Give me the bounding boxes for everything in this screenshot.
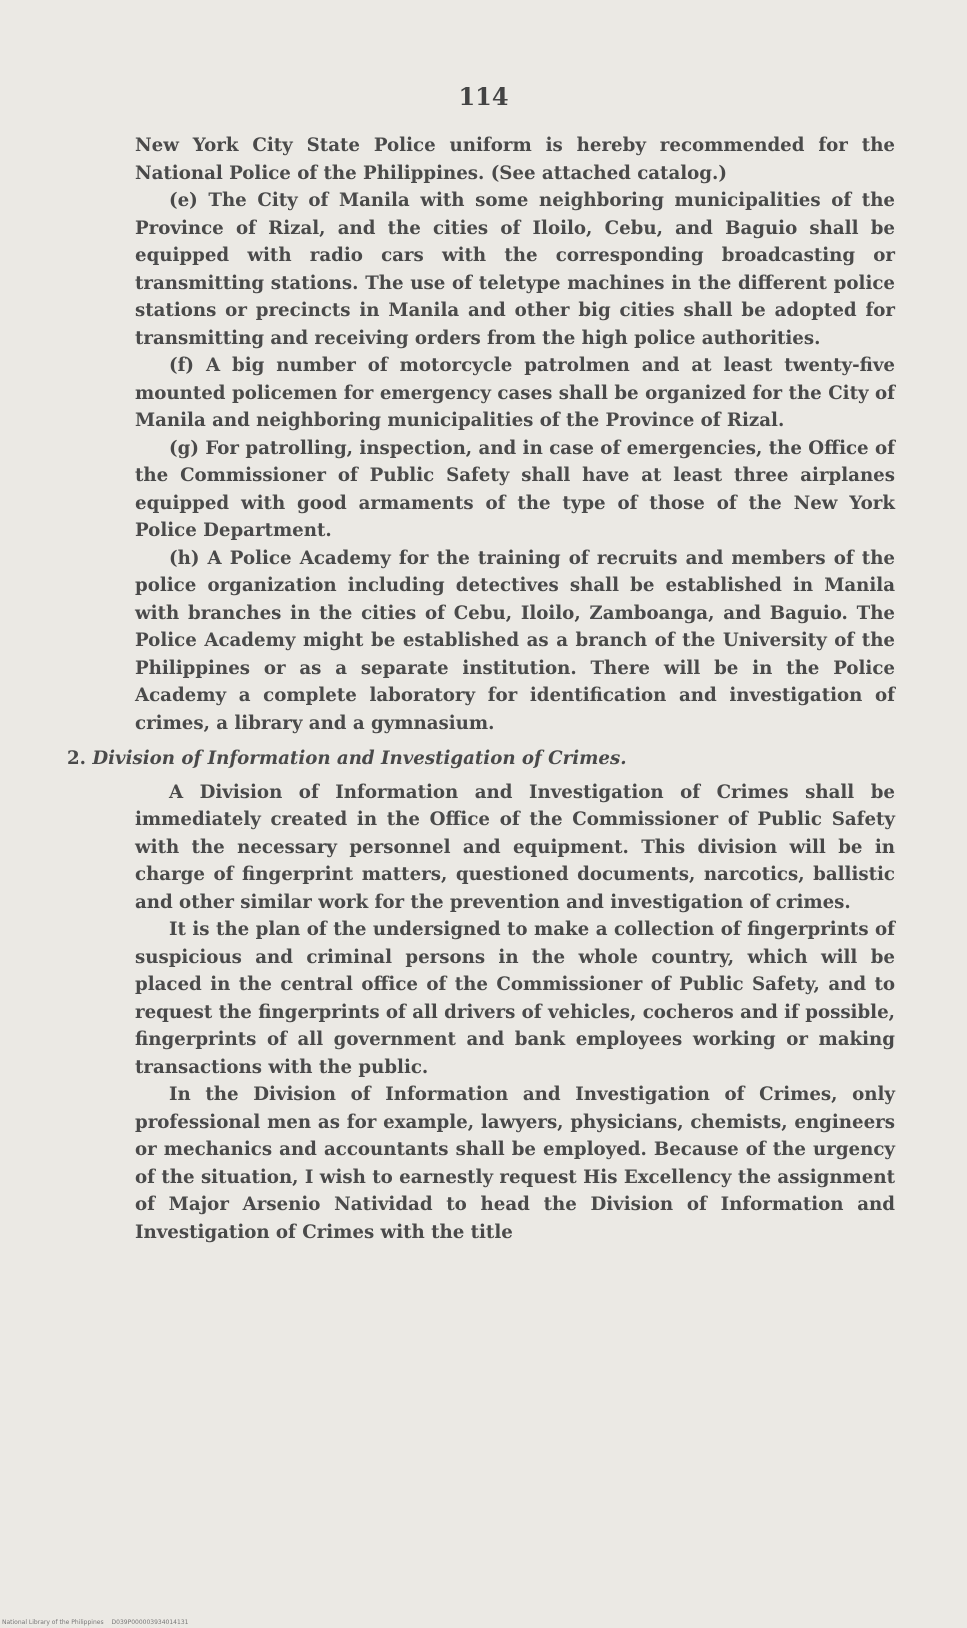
section-heading <box>67 745 895 773</box>
paragraph-g-airplanes: (g) For patrolling, inspection, and in case of emergencies, the Office of the Commissioner of Public Safety shall have at least three airplanes equipped with good armaments of the type of those of the New York Police Department. <box>135 437 895 541</box>
paragraph-e-radio-cars: (e) The City of Manila with some neighboring municipalities of the Province of Rizal, and the cities of Iloilo, Cebu, and Baguio shall be equipped with radio cars with the corresponding broadcasting or transmitting stations. The use of teletype machines in the different police stations or precincts in Manila and other big cities shall be adopted for transmitting and receiving orders from the high police authorities. <box>135 190 895 349</box>
page-number: 114 <box>458 82 509 111</box>
footer-code: D039P000003934014131 <box>111 1619 189 1626</box>
paragraph-uniform: New York City State Police uniform is hereby recommended for the National Police of the Philippines. (See attached catalog.) <box>135 135 895 184</box>
paragraph-h-police-academy: (h) A Police Academy for the training of recruits and members of the police organization including detectives shall be established in Manila with branches in the cities of Cebu, Iloilo, Zamboanga, and Baguio. The Police Academy might be established as a branch of the University of the Philippines or as a separate institution. There will be in the Police Academy a complete laboratory for identification and investigation of crimes, a library and a gymnasium. <box>135 547 895 734</box>
scan-footer <box>2 1619 194 1626</box>
section-number: 2. <box>67 748 86 769</box>
paragraph-f-motorcycle-patrol: (f) A big number of motorcycle patrolmen and at least twenty-five mounted policemen for emergency cases shall be organized for the City of Manila and neighboring municipalities of the Province of Rizal. <box>135 355 895 431</box>
paragraph-professional-staff: In the Division of Information and Investigation of Crimes, only professional men as for example, lawyers, physicians, chemists, engineers or mechanics and accountants shall be employed. Because of the urgency of the situation, I wish to earnestly request His Excellency the assignment of Major Arsenio Natividad to head the Division of Information and Investigation of Crimes with the title <box>135 1084 895 1243</box>
paragraph-division-created: A Division of Information and Investigation of Crimes shall be immediately created in the Office of the Commissioner of Public Safety with the necessary personnel and equipment. This division will be in charge of fingerprint matters, questioned documents, narcotics, ballistic and other similar work for the prevention and investigation of crimes. <box>135 781 895 913</box>
body-text <box>67 132 895 1246</box>
paragraph-fingerprint-collection: It is the plan of the undersigned to make a collection of fingerprints of suspicious and criminal persons in the whole country, which will be placed in the central office of the Commissioner of Public Safety, and to request the fingerprints of all drivers of vehicles, cocheros and if possible, fingerprints of all government and bank employees working or making transactions with the public. <box>135 919 895 1078</box>
section-title: Division of Information and Investigation of Crimes. <box>92 748 627 769</box>
footer-library: National Library of the Philippines <box>2 1619 104 1626</box>
